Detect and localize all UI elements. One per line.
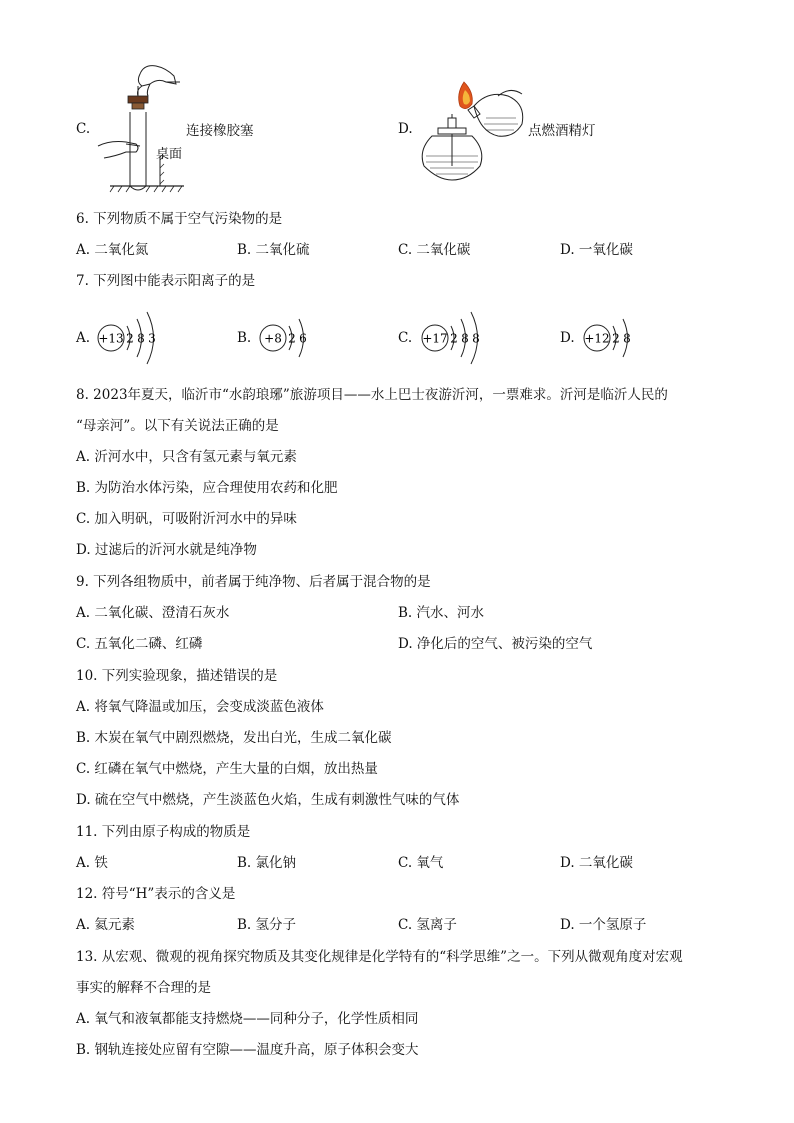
atom-structure-diagram-c xyxy=(418,308,498,368)
q12-option-d: D. 一个氢原子 xyxy=(560,917,647,933)
q11-option-b: B. 氯化钠 xyxy=(237,855,297,871)
q8-option-d: D. 过滤后的沂河水就是纯净物 xyxy=(76,542,257,558)
q13-option-b: B. 钢轨连接处应留有空隙——温度升高，原子体积会变大 xyxy=(76,1042,419,1058)
atom-structure-diagram-b xyxy=(256,308,326,368)
question-13-stem-line2: 事实的解释不合理的是 xyxy=(76,980,211,996)
question-9-stem: 9. 下列各组物质中，前者属于纯净物、后者属于混合物的是 xyxy=(76,574,431,590)
atom-structure-diagram-d xyxy=(580,308,650,368)
q10-option-a: A. 将氧气降温或加压，会变成淡蓝色液体 xyxy=(76,699,324,715)
q8-option-a: A. 沂河水中，只含有氢元素与氧元素 xyxy=(76,449,297,465)
q7-option-b-letter: B. xyxy=(237,330,252,346)
question-13-stem-line1: 13. 从宏观、微观的视角探究物质及其变化规律是化学特有的“科学思维”之一。下列从微观角度对宏观 xyxy=(76,949,683,965)
shell-electrons: 8 xyxy=(472,331,480,346)
option-c-letter: C. xyxy=(76,121,91,137)
atom-structure-diagram-a xyxy=(94,308,174,368)
q10-option-d: D. 硫在空气中燃烧，产生淡蓝色火焰，生成有刺激性气味的气体 xyxy=(76,792,460,808)
q6-option-b: B. 二氧化硫 xyxy=(237,242,310,258)
q11-option-d: D. 二氧化碳 xyxy=(560,855,633,871)
question-6-stem: 6. 下列物质不属于空气污染物的是 xyxy=(76,211,283,227)
shell-electrons: 2 xyxy=(450,331,458,346)
q8-option-c: C. 加入明矾，可吸附沂河水中的异味 xyxy=(76,511,297,527)
q6-option-a: A. 二氧化氮 xyxy=(76,242,149,258)
q9-option-a: A. 二氧化碳、澄清石灰水 xyxy=(76,605,230,621)
q7-option-d-letter: D. xyxy=(560,330,575,346)
question-8-stem-line1: 8. 2023年夏天，临沂市“水韵琅琊”旅游项目——水上巴士夜游沂河，一票难求。沂河是临沂人民的 xyxy=(76,387,668,403)
question-11-stem: 11. 下列由原子构成的物质是 xyxy=(76,824,251,840)
shell-electrons: 2 xyxy=(612,331,620,346)
question-10-stem: 10. 下列实验现象，描述错误的是 xyxy=(76,668,278,684)
shell-electrons: 2 xyxy=(126,331,134,346)
nucleus-charge: +8 xyxy=(264,331,282,346)
q6-option-d: D. 一氧化碳 xyxy=(560,242,633,258)
desk-label: 桌面 xyxy=(156,147,183,162)
option-d-caption: 点燃酒精灯 xyxy=(528,123,596,139)
nucleus-charge: +13 xyxy=(98,331,124,346)
shell-electrons: 6 xyxy=(299,331,307,346)
q9-option-b: B. 汽水、河水 xyxy=(398,605,485,621)
q7-option-a-letter: A. xyxy=(76,330,91,346)
option-c-caption: 连接橡胶塞 xyxy=(186,123,254,139)
stopper-test-tube-illustration xyxy=(96,60,191,200)
q10-option-c: C. 红磷在氧气中燃烧，产生大量的白烟，放出热量 xyxy=(76,761,378,777)
q6-option-c: C. 二氧化碳 xyxy=(398,242,471,258)
q12-option-c: C. 氢离子 xyxy=(398,917,457,933)
q11-option-a: A. 铁 xyxy=(76,855,108,871)
nucleus-charge: +17 xyxy=(422,331,448,346)
question-12-stem: 12. 符号“H”表示的含义是 xyxy=(76,886,236,902)
question-8-stem-line2: “母亲河”。以下有关说法正确的是 xyxy=(76,418,279,434)
shell-electrons: 8 xyxy=(461,331,469,346)
q13-option-a: A. 氧气和液氧都能支持燃烧——同种分子，化学性质相同 xyxy=(76,1011,419,1027)
shell-electrons: 2 xyxy=(288,331,296,346)
q10-option-b: B. 木炭在氧气中剧烈燃烧，发出白光，生成二氧化碳 xyxy=(76,730,392,746)
q11-option-c: C. 氧气 xyxy=(398,855,444,871)
shell-electrons: 8 xyxy=(137,331,145,346)
shell-electrons: 3 xyxy=(148,331,156,346)
q12-option-a: A. 氦元素 xyxy=(76,917,135,933)
q7-option-c-letter: C. xyxy=(398,330,413,346)
q12-option-b: B. 氢分子 xyxy=(237,917,297,933)
q9-option-c: C. 五氧化二磷、红磷 xyxy=(76,636,203,652)
question-7-stem: 7. 下列图中能表示阳离子的是 xyxy=(76,273,256,289)
shell-electrons: 8 xyxy=(623,331,631,346)
nucleus-charge: +12 xyxy=(584,331,610,346)
q8-option-b: B. 为防治水体污染，应合理使用农药和化肥 xyxy=(76,480,338,496)
lighting-alcohol-lamp-illustration xyxy=(418,76,528,184)
q9-option-d: D. 净化后的空气、被污染的空气 xyxy=(398,636,593,652)
option-d-letter: D. xyxy=(398,121,413,137)
